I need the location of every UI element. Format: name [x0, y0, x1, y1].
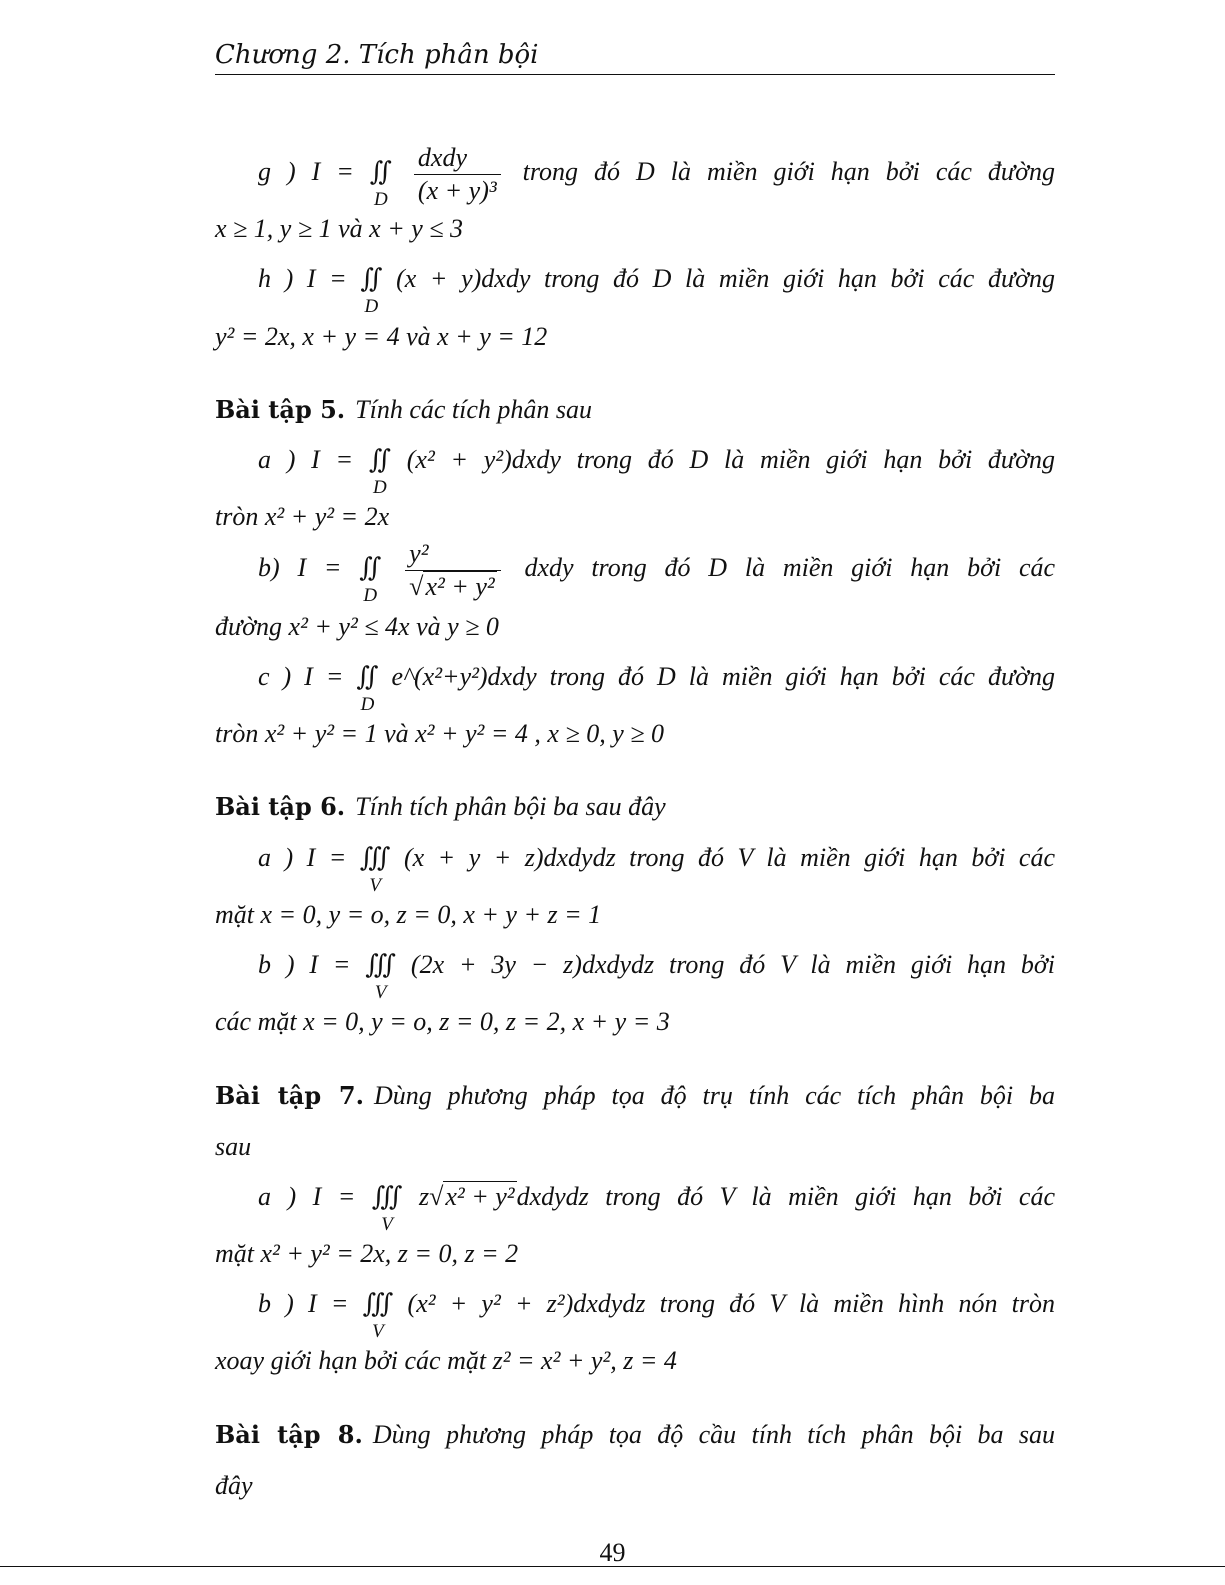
- integral-domain: D: [373, 477, 387, 498]
- exercise-desc: Dùng phương pháp tọa độ trụ tính các tích phân bội ba: [373, 1081, 1056, 1110]
- ex6a-expr: (x + y + z)dxdydz trong đó V là miền giới hạn bởi các: [404, 843, 1056, 872]
- ex7b-label: b ) I =: [258, 1289, 349, 1318]
- integral-domain: D: [360, 694, 375, 715]
- ex5a-cont: tròn x² + y² = 2x: [215, 502, 390, 531]
- integral-domain: V: [369, 875, 381, 896]
- integral-domain: D: [373, 189, 388, 210]
- ex7a-line: [258, 1180, 1056, 1235]
- exercise-title: Bài tập 8.: [215, 1420, 363, 1449]
- sqrt-symbol: √x² + y²: [409, 571, 495, 601]
- double-integral: ∬ D: [356, 660, 378, 694]
- integral-domain: V: [374, 982, 387, 1003]
- ex4g-line: [258, 140, 1055, 210]
- exercise-desc: Tính các tích phân sau: [355, 395, 593, 424]
- ex5b-fraction: [405, 538, 501, 603]
- double-integral: ∬ D: [360, 262, 382, 296]
- triple-integral: ∭ V: [363, 1287, 394, 1321]
- double-integral: ∬ D: [359, 536, 381, 600]
- integral-domain: V: [381, 1214, 393, 1235]
- ex7-heading: [215, 1079, 1055, 1113]
- radicand: x² + y²: [425, 571, 495, 601]
- ex5c-line: [258, 660, 1056, 715]
- triple-integral: ∭ V: [365, 948, 396, 982]
- ex6b-expr: (2x + 3y − z)dxdydz trong đó V là miền giới hạn bởi: [410, 950, 1055, 979]
- chapter-title: Chương 2. Tích phân bội: [215, 40, 539, 70]
- ex4g-cont: x ≥ 1, y ≥ 1 và x + y ≤ 3: [215, 214, 464, 243]
- ex7a-text: dxdydz trong đó V là miền giới hạn bởi các: [516, 1182, 1056, 1211]
- ex6b-label: b ) I =: [258, 950, 351, 979]
- ex5b-cont: đường x² + y² ≤ 4x và y ≥ 0: [215, 612, 499, 641]
- double-integral: ∬ D: [370, 140, 392, 204]
- ex7b-expr: (x² + y² + z²)dxdydz trong đó V là miền hình nón tròn: [407, 1289, 1055, 1318]
- triple-integral: ∭ V: [372, 1180, 403, 1214]
- exercise-title: Bài tập 6.: [215, 792, 346, 821]
- ex4h-label: h ) I =: [258, 264, 347, 293]
- ex8-heading: [215, 1418, 1055, 1452]
- ex5c-label: c ) I =: [258, 662, 344, 691]
- exercise-desc: Dùng phương pháp tọa độ cầu tính tích phân bội ba sau: [372, 1420, 1055, 1449]
- ex4h-cont: y² = 2x, x + y = 4 và x + y = 12: [215, 322, 548, 351]
- ex6a-cont: mặt x = 0, y = o, z = 0, x + y + z = 1: [215, 900, 602, 929]
- ex6a-line: [258, 841, 1056, 896]
- ex8-heading-cont: đây: [215, 1471, 253, 1500]
- bottom-rule: [0, 1566, 1225, 1567]
- ex7b-line: [258, 1287, 1055, 1342]
- ex5a-label: a ) I =: [258, 445, 354, 474]
- sqrt-symbol: √x² + y²: [429, 1182, 515, 1211]
- page-number: 49: [599, 1538, 626, 1567]
- double-integral: ∬ D: [369, 443, 391, 477]
- exercise-desc: Tính tích phân bội ba sau đây: [355, 792, 666, 821]
- ex4g-fraction: [414, 142, 501, 207]
- integral-domain: D: [364, 296, 379, 317]
- ex5b-text: dxdy trong đó D là miền giới hạn bởi các: [524, 553, 1056, 582]
- ex6a-label: a ) I =: [258, 843, 347, 872]
- radicand: x² + y²: [445, 1182, 515, 1211]
- integral-domain: V: [372, 1321, 384, 1342]
- ex5-heading: [215, 393, 1055, 427]
- ex7a-label: a ) I =: [258, 1182, 356, 1211]
- ex5b-line: [258, 536, 1056, 606]
- fraction-numerator: y²: [405, 538, 501, 571]
- fraction-numerator: dxdy: [414, 142, 501, 175]
- ex6b-cont: các mặt x = 0, y = o, z = 0, z = 2, x + y = 3: [215, 1007, 670, 1036]
- fraction-denominator: (x + y)³: [417, 175, 497, 205]
- fraction-denominator: [405, 571, 501, 603]
- ex7b-cont: xoay giới hạn bởi các mặt z² = x² + y², z = 4: [215, 1346, 677, 1375]
- ex5a-line: [258, 443, 1055, 498]
- exercise-title: Bài tập 5.: [215, 395, 346, 424]
- ex5c-cont: tròn x² + y² = 1 và x² + y² = 4 , x ≥ 0, y ≥ 0: [215, 719, 665, 748]
- ex7-heading-cont: sau: [215, 1132, 252, 1161]
- triple-integral: ∭ V: [360, 841, 391, 875]
- exercise-title: Bài tập 7.: [215, 1081, 364, 1110]
- ex4h-line: [258, 262, 1056, 317]
- ex6b-line: [258, 948, 1055, 1003]
- ex5a-expr: (x² + y²)dxdy trong đó D là miền giới hạn bởi đường: [406, 445, 1055, 474]
- ex7a-z: z: [418, 1182, 430, 1211]
- ex6-heading: [215, 790, 1055, 824]
- ex7a-cont: mặt x² + y² = 2x, z = 0, z = 2: [215, 1239, 519, 1268]
- ex5c-expr: e^(x²+y²)dxdy trong đó D là miền giới hạn bởi các đường: [391, 662, 1056, 691]
- integral-domain: D: [363, 585, 378, 606]
- ex4h-expr: (x + y)dxdy trong đó D là miền giới hạn bởi các đường: [396, 264, 1056, 293]
- ex5b-label: b) I =: [258, 553, 342, 582]
- ex4g-label: g ) I =: [258, 157, 354, 186]
- ex4g-text: trong đó D là miền giới hạn bởi các đường: [522, 157, 1055, 186]
- page-header: [215, 40, 1055, 75]
